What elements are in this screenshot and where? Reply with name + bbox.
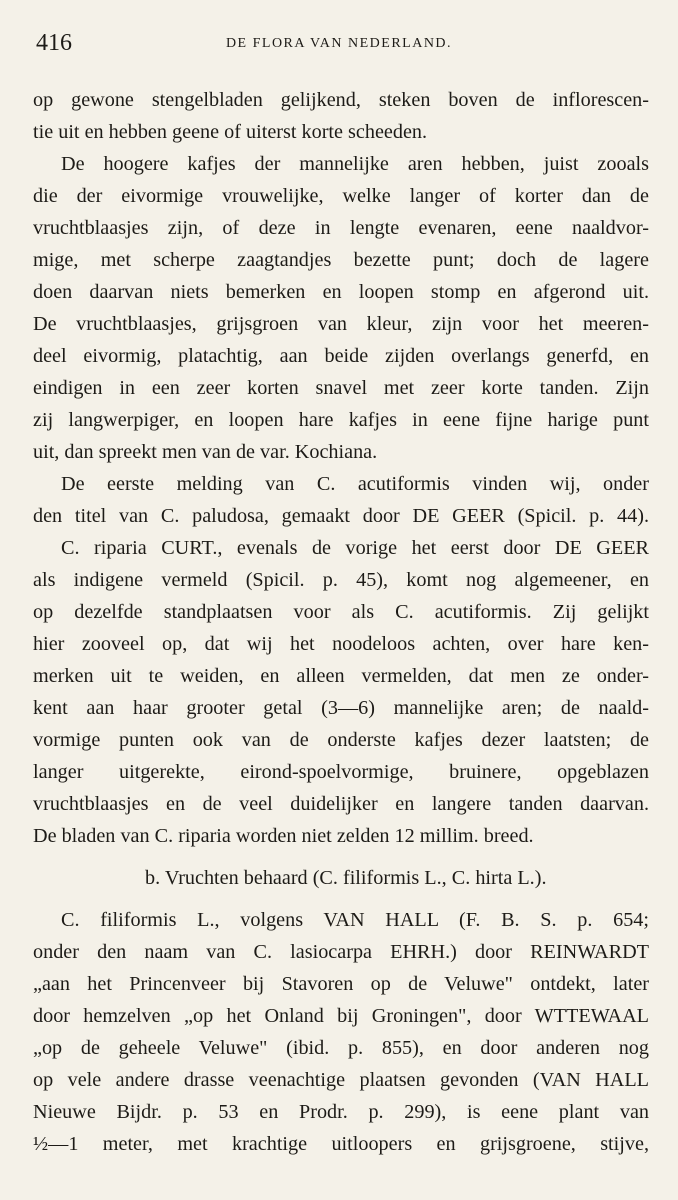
text-line: deel eivormig, platachtig, aan beide zijden overlangs generfd, en [33,345,649,367]
text-line: „aan het Princenveer bij Stavoren op de Veluwe" ontdekt, later [33,973,649,995]
text-line: op gewone stengelbladen gelijkend, steken boven de inflorescen- [33,89,649,111]
text-line: als indigene vermeld (Spicil. p. 45), komt nog algemeener, en [33,569,649,591]
section-heading: b. Vruchten behaard (C. filiformis L., C. hirta L.). [145,867,547,889]
text-line: zij langwerpiger, en loopen hare kafjes in eene fijne harige punt [33,409,649,431]
text-line: merken uit te weiden, en alleen vermelden, dat men ze onder- [33,665,649,687]
text-line: onder den naam van C. lasiocarpa EHRH.) door REINWARDT [33,941,649,963]
text-line: De eerste melding van C. acutiformis vinden wij, onder [61,473,649,495]
running-head: DE FLORA VAN NEDERLAND. [225,36,453,51]
text-line: tie uit en hebben geene of uiterst korte scheeden. [33,121,428,143]
text-line: hier zooveel op, dat wij het noodeloos achten, over hare ken- [33,633,649,655]
text-line: „op de geheele Veluwe" (ibid. p. 855), en door anderen nog [33,1037,649,1059]
text-line: C. riparia CURT., evenals de vorige het eerst door DE GEER [61,537,649,559]
text-line: op vele andere drasse veenachtige plaatsen gevonden (VAN HALL [33,1069,649,1091]
text-line: vruchtblaasjes en de veel duidelijker en langere tanden daarvan. [33,793,649,815]
text-line: op dezelfde standplaatsen voor als C. acutiformis. Zij gelijkt [33,601,649,623]
body-text [33,84,649,1160]
text-line: vruchtblaasjes zijn, of deze in lengte evenaren, eene naaldvor- [33,217,649,239]
page-number: 416 [36,30,72,56]
text-line: ½—1 meter, met krachtige uitloopers en grijsgroene, stijve, [33,1133,649,1155]
text-line: doen daarvan niets bemerken en loopen stomp en afgerond uit. [33,281,649,303]
text-line: den titel van C. paludosa, gemaakt door DE GEER (Spicil. p. 44). [33,505,649,527]
text-line: langer uitgerekte, eirond-spoelvormige, bruinere, opgeblazen [33,761,649,783]
text-line: Nieuwe Bijdr. p. 53 en Prodr. p. 299), is eene plant van [33,1101,649,1123]
text-line: door hemzelven „op het Onland bij Groningen", door WTTEWAAL [33,1005,649,1027]
text-line: vormige punten ook van de onderste kafjes dezer laatsten; de [33,729,649,751]
text-line: De bladen van C. riparia worden niet zelden 12 millim. breed. [33,825,534,847]
text-line: De hoogere kafjes der mannelijke aren hebben, juist zooals [61,153,649,175]
page-header [36,30,642,60]
text-line: die der eivormige vrouwelijke, welke langer of korter dan de [33,185,649,207]
text-line: eindigen in een zeer korten snavel met zeer korte tanden. Zijn [33,377,649,399]
text-line: kent aan haar grooter getal (3—6) mannelijke aren; de naald- [33,697,649,719]
text-line: mige, met scherpe zaagtandjes bezette punt; doch de lagere [33,249,649,271]
text-line: C. filiformis L., volgens VAN HALL (F. B. S. p. 654; [61,909,649,931]
text-line: De vruchtblaasjes, grijsgroen van kleur, zijn voor het meeren- [33,313,649,335]
text-line: uit, dan spreekt men van de var. Kochiana. [33,441,378,463]
